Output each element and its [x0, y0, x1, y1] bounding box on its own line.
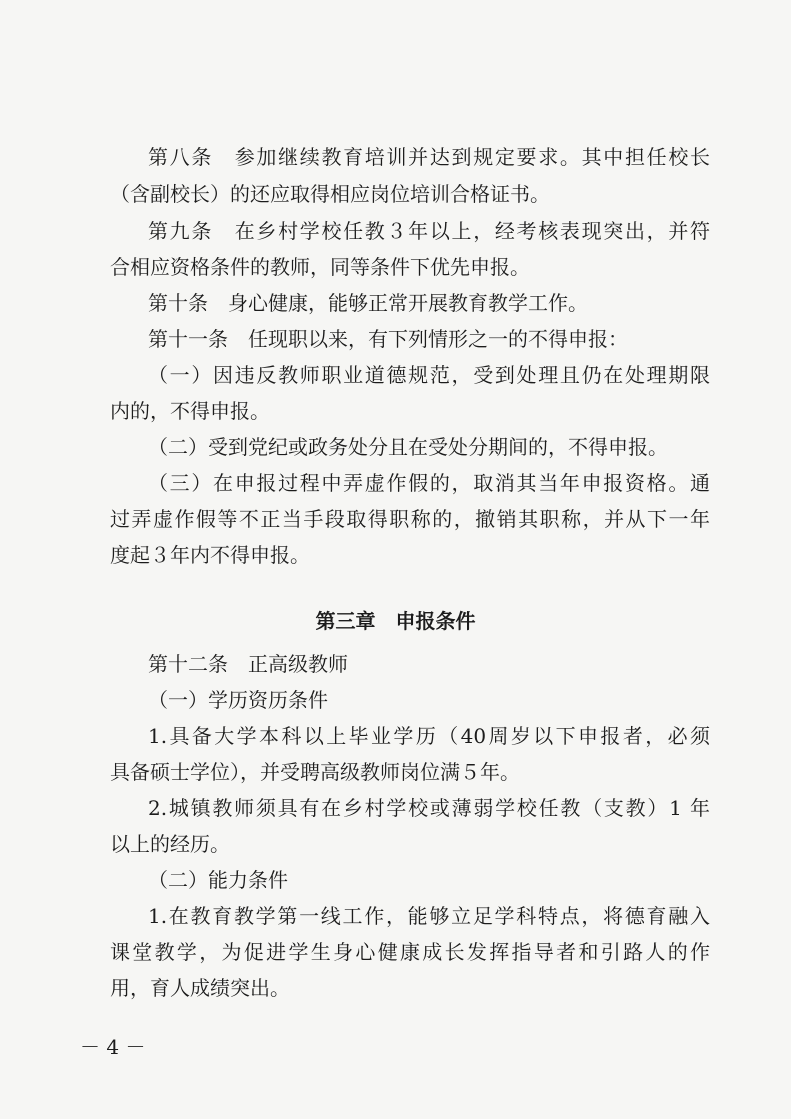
article-9-line-1: 第九条 在乡村学校任教３年以上，经考核表现突出，并符	[148, 219, 710, 243]
section-1-item-1-line-1: 1.具备大学本科以上毕业学历（40周岁以下申报者，必须	[148, 724, 710, 748]
page-number: － 4 －	[80, 1035, 146, 1059]
article-11: 第十一条 任现职以来，有下列情形之一的不得申报：	[148, 327, 628, 351]
article-10: 第十条 身心健康，能够正常开展教育教学工作。	[148, 291, 588, 315]
section-1-item-2-line-2: 以上的经历。	[110, 832, 230, 856]
item-3-line-3: 度起３年内不得申报。	[110, 543, 310, 567]
article-8-line-2: （含副校长）的还应取得相应岗位培训合格证书。	[110, 182, 550, 206]
section-2-item-1-line-2: 课堂教学，为促进学生身心健康成长发挥指导者和引路人的作	[110, 940, 710, 964]
section-2-item-1-line-3: 用，育人成绩突出。	[110, 976, 290, 1000]
section-2-item-1-line-1: 1.在教育教学第一线工作，能够立足学科特点，将德育融入	[148, 904, 710, 928]
item-2: （二）受到党纪或政务处分且在受处分期间的，不得申报。	[148, 435, 668, 459]
article-9-line-2: 合相应资格条件的教师，同等条件下优先申报。	[110, 255, 530, 279]
section-1-title: （一）学历资历条件	[148, 688, 328, 712]
item-1-line-2: 内的，不得申报。	[110, 399, 270, 423]
article-12: 第十二条 正高级教师	[148, 652, 348, 676]
chapter-heading: 第三章 申报条件	[315, 609, 476, 633]
article-8-line-1: 第八条 参加继续教育培训并达到规定要求。其中担任校长	[148, 145, 710, 169]
section-1-item-2-line-1: 2.城镇教师须具有在乡村学校或薄弱学校任教（支教）1 年	[148, 796, 710, 820]
section-2-title: （二）能力条件	[148, 868, 288, 892]
item-3-line-1: （三）在申报过程中弄虚作假的，取消其当年申报资格。通	[148, 471, 710, 495]
section-1-item-1-line-2: 具备硕士学位），并受聘高级教师岗位满５年。	[110, 760, 520, 784]
item-1-line-1: （一）因违反教师职业道德规范，受到处理且仍在处理期限	[148, 363, 710, 387]
item-3-line-2: 过弄虚作假等不正当手段取得职称的，撤销其职称，并从下一年	[110, 507, 710, 531]
